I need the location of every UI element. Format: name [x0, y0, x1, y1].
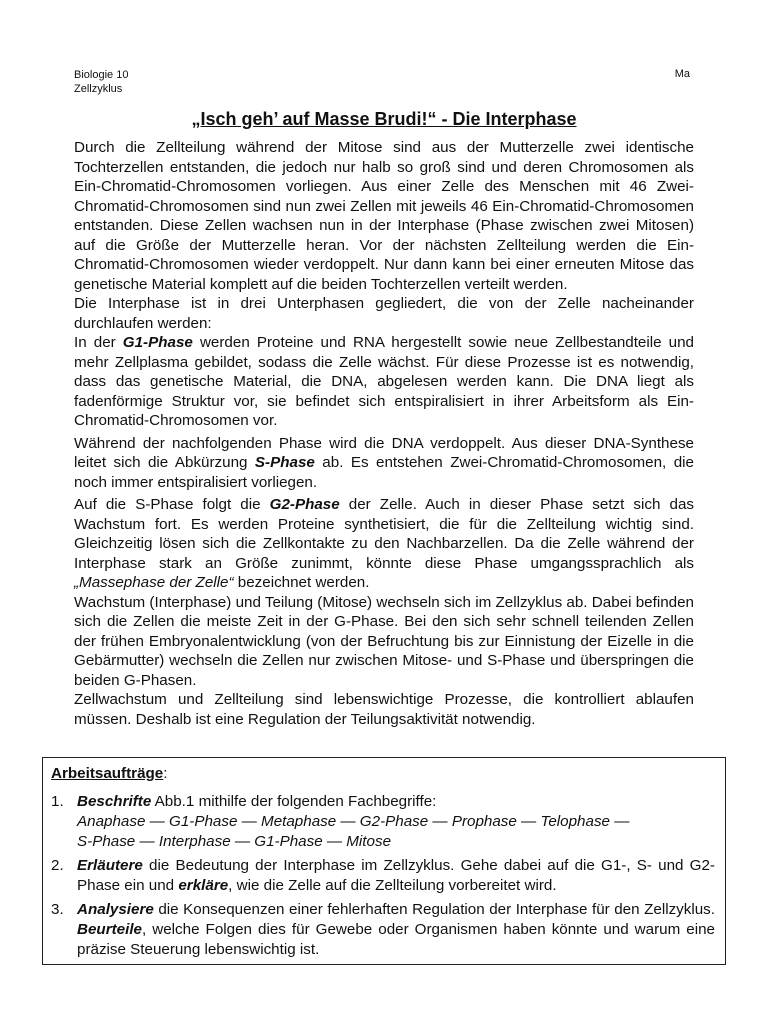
text-span: die Konsequenzen einer fehlerhaften Regulation der Interphase für den Zellzyklus.: [153, 901, 715, 918]
paragraph-g2: [74, 495, 694, 593]
text-span: In der: [74, 334, 123, 351]
main-text: [74, 138, 694, 729]
operator-verb: erkläre: [178, 877, 229, 894]
term-g1-phase: G1-Phase: [122, 334, 193, 351]
task-3: [51, 900, 717, 960]
tasks-box: [42, 757, 726, 965]
task-number: 1.: [51, 793, 64, 810]
paragraph-cycle: Wachstum (Interphase) und Teilung (Mitose) wechseln sich im Zellzyklus ab. Dabei befinden sich die Zellen die meiste Zeit in der G-Phase. Bei den sich sehr schnell teilenden Zellen der frühen Embryonalentwicklung (von der Befruchtung bis zur Einnistung der Eizelle in die Gebärmutter) wechseln die Zellen nur zwischen Mitose- und S-Phase und überspringen die beiden G-Phasen.: [74, 593, 694, 689]
subject-label: Biologie 10: [74, 69, 129, 81]
task-number: 2.: [51, 857, 64, 874]
operator-verb: Beurteile: [77, 921, 142, 938]
task-text: [77, 792, 717, 852]
text-span: die Bedeutung der Interphase im Zellzyklus. Gehe dabei auf die G1-, S- und G2-Phase ein und: [77, 857, 715, 894]
tasks-heading: [51, 764, 717, 784]
text-span: werden Proteine und RNA hergestellt sowie neue Zellbestandteile und mehr Zellplasma gebildet, sodass die Zelle wächst. Für diese Prozesse ist es notwendig, dass das genetische Material, die DNA, abgelesen werden kann. Die DNA liegt als fadenförmige Struktur vor, sie befindet sich entspiralisiert in ihrer Arbeitsform als Ein-Chromatid-Chromosomen vor.: [74, 334, 695, 429]
text-span: Auf die S-Phase folgt die: [74, 496, 270, 513]
paragraph-g1: [74, 333, 694, 431]
terms-list-line-1: Anaphase — G1-Phase — Metaphase — G2-Phase — Prophase — Telophase —: [77, 813, 630, 830]
term-s-phase: S-Phase: [254, 454, 315, 471]
page-title: „Isch geh’ auf Masse Brudi!“ - Die Interphase: [191, 109, 577, 129]
text-span: Abb.1 mithilfe der folgenden Fachbegriffe:: [151, 793, 437, 810]
task-text: [77, 900, 717, 960]
text-span: bezeichnet werden.: [233, 574, 370, 591]
terms-list-line-2: S-Phase — Interphase — G1-Phase — Mitose: [77, 833, 392, 850]
task-1: [51, 792, 717, 852]
author-initials: Ma: [674, 68, 690, 80]
paragraph-intro: Durch die Zellteilung während der Mitose sind aus der Mutterzelle zwei identische Tochterzellen entstanden, die jedoch nur halb so groß sind und deren Chromosomen als Ein-Chromatid-Chromosomen vorliegen. Aus einer Zelle des Menschen mit 46 Zwei-Chromatid-Chromosomen sind nun zwei Zellen mit jeweils 46 Ein-Chromatid-Chromosomen entstanden. Diese Zellen wachsen nun in der Interphase (Phase zwischen zwei Mitosen) auf die Größe der Mutterzelle heran. Vor der nächsten Zellteilung werden die Ein-Chromatid-Chromosomen wieder verdoppelt. Nur dann kann bei einer erneuten Mitose das genetische Material komplett auf die beiden Tochterzellen verteilt werden.: [74, 139, 694, 293]
term-g2-phase: G2-Phase: [269, 496, 340, 513]
tasks-heading-text: Arbeitsaufträge: [51, 765, 164, 782]
text-span: Während der nachfolgenden Phase wird die DNA verdoppelt. Aus dieser DNA-Synthese leitet sich die Abkürzung: [74, 434, 694, 471]
paragraph-regulation: Zellwachstum und Zellteilung sind lebenswichtige Prozesse, die kontrolliert ablaufen müssen. Deshalb ist eine Regulation der Teilungsaktivität notwendig.: [74, 691, 694, 728]
document-header: [74, 68, 128, 96]
text-span: der Zelle. Auch in dieser Phase setzt sich das Wachstum fort. Es werden Proteine synthetisiert, die für die Zellteilung wichtig sind. Gleichzeitig lösen sich die Zellkontakte zu den Nachbarzellen. Da die Zelle während der Interphase stark an Größe zunimmt, könnte diese Phase umgangssprachlich als: [74, 496, 694, 572]
paragraph-subphases: Die Interphase ist in drei Unterphasen gegliedert, die von der Zelle nacheinander durchlaufen werden:: [74, 295, 694, 332]
operator-verb: Analysiere: [77, 901, 154, 918]
task-number: 3.: [51, 901, 64, 918]
quote-massephase: „Massephase der Zelle“: [74, 574, 234, 591]
paragraph-s: [74, 434, 694, 493]
topic-label: Zellzyklus: [74, 83, 123, 95]
text-span: , welche Folgen dies für Gewebe oder Organismen haben könnte und warum eine präzise Steuerung lebenswichtig ist.: [77, 921, 715, 958]
operator-verb: Beschrifte: [77, 793, 152, 810]
tasks-heading-colon: :: [163, 765, 168, 782]
text-span: ab. Es entstehen Zwei-Chromatid-Chromosomen, die noch immer entspiralisiert vorliegen.: [74, 454, 694, 491]
text-span: , wie die Zelle auf die Zellteilung vorbereitet wird.: [228, 877, 557, 894]
operator-verb: Erläutere: [77, 857, 143, 874]
task-text: [77, 856, 717, 896]
task-2: [51, 856, 717, 896]
